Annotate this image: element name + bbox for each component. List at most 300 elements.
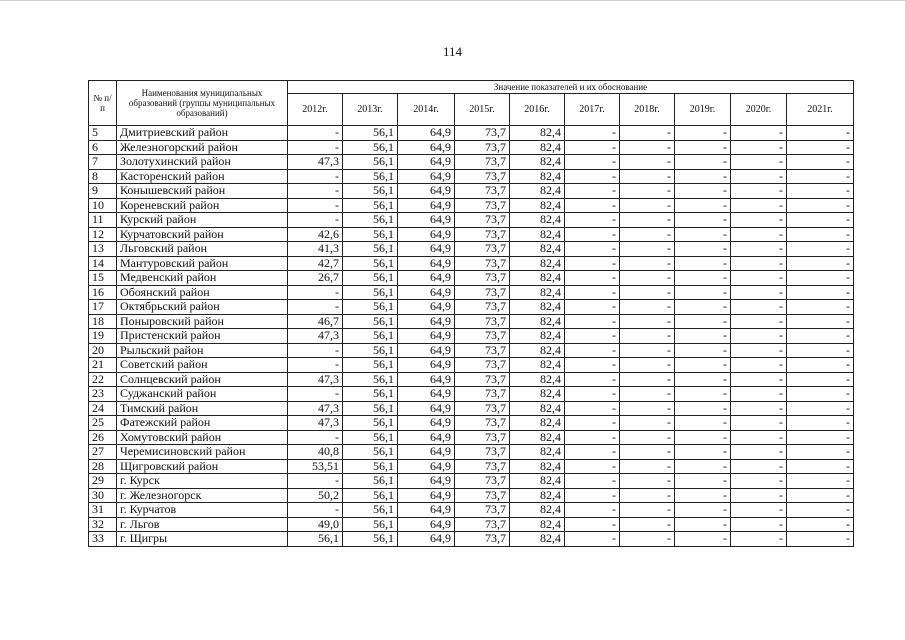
row-number: 18 xyxy=(89,314,117,329)
value-cell: 82,4 xyxy=(510,329,565,344)
value-cell: - xyxy=(675,474,731,489)
value-cell: 56,1 xyxy=(343,372,398,387)
value-cell: 56,1 xyxy=(343,184,398,199)
value-cell: 73,7 xyxy=(455,271,510,286)
municipality-name: Золотухинский район xyxy=(117,155,288,170)
value-cell: 73,7 xyxy=(455,155,510,170)
value-cell: - xyxy=(675,343,731,358)
value-cell: - xyxy=(620,343,675,358)
value-cell: - xyxy=(787,358,854,373)
value-cell: - xyxy=(731,184,787,199)
table-row xyxy=(89,242,854,257)
value-cell: - xyxy=(675,126,731,141)
value-cell: 82,4 xyxy=(510,169,565,184)
value-cell: 82,4 xyxy=(510,126,565,141)
value-cell: 64,9 xyxy=(398,445,455,460)
table-row xyxy=(89,198,854,213)
value-cell: 64,9 xyxy=(398,503,455,518)
value-cell: 56,1 xyxy=(343,126,398,141)
municipality-name: Щигровский район xyxy=(117,459,288,474)
value-cell: - xyxy=(620,300,675,315)
value-cell: - xyxy=(787,329,854,344)
value-cell: 64,9 xyxy=(398,126,455,141)
value-cell: - xyxy=(731,474,787,489)
value-cell: 73,7 xyxy=(455,387,510,402)
value-cell: - xyxy=(731,372,787,387)
header-year: 2012г. xyxy=(288,94,343,126)
value-cell: 82,4 xyxy=(510,503,565,518)
value-cell: - xyxy=(787,459,854,474)
value-cell: - xyxy=(731,300,787,315)
value-cell: - xyxy=(675,532,731,547)
municipality-name: г. Курск xyxy=(117,474,288,489)
row-number: 27 xyxy=(89,445,117,460)
value-cell: - xyxy=(620,329,675,344)
value-cell: - xyxy=(620,517,675,532)
value-cell: 73,7 xyxy=(455,213,510,228)
value-cell: 47,3 xyxy=(288,416,343,431)
value-cell: 56,1 xyxy=(343,387,398,402)
municipality-name: Советский район xyxy=(117,358,288,373)
value-cell: - xyxy=(787,285,854,300)
value-cell: - xyxy=(620,445,675,460)
value-cell: - xyxy=(731,198,787,213)
value-cell: - xyxy=(565,416,620,431)
value-cell: - xyxy=(675,242,731,257)
row-number: 15 xyxy=(89,271,117,286)
table-row xyxy=(89,416,854,431)
value-cell: - xyxy=(620,198,675,213)
value-cell: - xyxy=(288,430,343,445)
municipality-name: г. Льгов xyxy=(117,517,288,532)
value-cell: 64,9 xyxy=(398,343,455,358)
value-cell: - xyxy=(731,459,787,474)
value-cell: - xyxy=(620,430,675,445)
municipality-name: Курчатовский район xyxy=(117,227,288,242)
value-cell: - xyxy=(565,198,620,213)
municipality-name: Пристенский район xyxy=(117,329,288,344)
row-number: 21 xyxy=(89,358,117,373)
value-cell: - xyxy=(288,184,343,199)
value-cell: - xyxy=(620,532,675,547)
value-cell: 56,1 xyxy=(343,140,398,155)
row-number: 19 xyxy=(89,329,117,344)
value-cell: - xyxy=(731,488,787,503)
value-cell: - xyxy=(731,242,787,257)
value-cell: 82,4 xyxy=(510,445,565,460)
table-row xyxy=(89,430,854,445)
table-row xyxy=(89,329,854,344)
value-cell: 73,7 xyxy=(455,198,510,213)
row-number: 12 xyxy=(89,227,117,242)
value-cell: 56,1 xyxy=(343,285,398,300)
value-cell: 73,7 xyxy=(455,256,510,271)
value-cell: - xyxy=(675,387,731,402)
value-cell: 56,1 xyxy=(343,213,398,228)
value-cell: 41,3 xyxy=(288,242,343,257)
value-cell: - xyxy=(620,387,675,402)
value-cell: 82,4 xyxy=(510,213,565,228)
row-number: 23 xyxy=(89,387,117,402)
value-cell: 82,4 xyxy=(510,430,565,445)
value-cell: 64,9 xyxy=(398,387,455,402)
value-cell: - xyxy=(620,358,675,373)
value-cell: - xyxy=(787,256,854,271)
value-cell: - xyxy=(620,140,675,155)
header-year: 2018г. xyxy=(620,94,675,126)
table-row xyxy=(89,372,854,387)
row-number: 20 xyxy=(89,343,117,358)
value-cell: - xyxy=(565,285,620,300)
value-cell: 64,9 xyxy=(398,532,455,547)
table-body xyxy=(89,126,854,547)
value-cell: 56,1 xyxy=(343,430,398,445)
value-cell: 64,9 xyxy=(398,401,455,416)
municipality-name: Суджанский район xyxy=(117,387,288,402)
municipality-name: Касторенский район xyxy=(117,169,288,184)
value-cell: - xyxy=(787,242,854,257)
value-cell: - xyxy=(731,271,787,286)
value-cell: 73,7 xyxy=(455,372,510,387)
value-cell: - xyxy=(787,445,854,460)
value-cell: - xyxy=(675,401,731,416)
value-cell: - xyxy=(288,169,343,184)
value-cell: 82,4 xyxy=(510,474,565,489)
value-cell: - xyxy=(787,314,854,329)
municipality-name: г. Щигры xyxy=(117,532,288,547)
value-cell: - xyxy=(288,140,343,155)
table-row xyxy=(89,503,854,518)
row-number: 29 xyxy=(89,474,117,489)
municipality-name: Тимский район xyxy=(117,401,288,416)
row-number: 28 xyxy=(89,459,117,474)
value-cell: 82,4 xyxy=(510,488,565,503)
value-cell: - xyxy=(675,416,731,431)
value-cell: 64,9 xyxy=(398,271,455,286)
row-number: 6 xyxy=(89,140,117,155)
row-number: 33 xyxy=(89,532,117,547)
row-number: 5 xyxy=(89,126,117,141)
value-cell: - xyxy=(620,169,675,184)
value-cell: - xyxy=(565,532,620,547)
page-top-edge xyxy=(0,0,905,1)
value-cell: 56,1 xyxy=(343,343,398,358)
row-number: 9 xyxy=(89,184,117,199)
value-cell: - xyxy=(675,314,731,329)
row-number: 16 xyxy=(89,285,117,300)
header-name: Наименования муниципальных образований (группы муниципальных образований) xyxy=(117,81,288,126)
value-cell: - xyxy=(675,184,731,199)
value-cell: - xyxy=(565,155,620,170)
value-cell: - xyxy=(675,227,731,242)
value-cell: - xyxy=(731,445,787,460)
value-cell: 82,4 xyxy=(510,387,565,402)
header-year: 2017г. xyxy=(565,94,620,126)
value-cell: 64,9 xyxy=(398,517,455,532)
value-cell: 73,7 xyxy=(455,459,510,474)
value-cell: - xyxy=(565,445,620,460)
value-cell: 82,4 xyxy=(510,358,565,373)
municipality-name: Железногорский район xyxy=(117,140,288,155)
header-year: 2016г. xyxy=(510,94,565,126)
value-cell: 47,3 xyxy=(288,329,343,344)
value-cell: - xyxy=(731,416,787,431)
value-cell: 56,1 xyxy=(343,227,398,242)
value-cell: - xyxy=(787,184,854,199)
value-cell: - xyxy=(288,358,343,373)
value-cell: 82,4 xyxy=(510,155,565,170)
value-cell: 73,7 xyxy=(455,300,510,315)
value-cell: - xyxy=(731,430,787,445)
value-cell: - xyxy=(675,169,731,184)
municipality-name: Мантуровский район xyxy=(117,256,288,271)
value-cell: 73,7 xyxy=(455,329,510,344)
value-cell: 64,9 xyxy=(398,488,455,503)
value-cell: 56,1 xyxy=(288,532,343,547)
value-cell: 64,9 xyxy=(398,300,455,315)
municipality-name: Хомутовский район xyxy=(117,430,288,445)
value-cell: - xyxy=(565,140,620,155)
value-cell: - xyxy=(288,198,343,213)
value-cell: - xyxy=(787,155,854,170)
table-row xyxy=(89,459,854,474)
value-cell: - xyxy=(565,300,620,315)
row-number: 7 xyxy=(89,155,117,170)
table-row xyxy=(89,474,854,489)
table-row xyxy=(89,256,854,271)
municipality-name: Обоянский район xyxy=(117,285,288,300)
value-cell: - xyxy=(620,401,675,416)
municipality-name: г. Курчатов xyxy=(117,503,288,518)
value-cell: - xyxy=(620,256,675,271)
value-cell: 64,9 xyxy=(398,256,455,271)
value-cell: 82,4 xyxy=(510,459,565,474)
value-cell: - xyxy=(675,140,731,155)
table-row xyxy=(89,343,854,358)
row-number: 11 xyxy=(89,213,117,228)
value-cell: 73,7 xyxy=(455,314,510,329)
value-cell: - xyxy=(565,314,620,329)
table-row xyxy=(89,155,854,170)
value-cell: - xyxy=(620,416,675,431)
value-cell: - xyxy=(565,169,620,184)
value-cell: 64,9 xyxy=(398,242,455,257)
value-cell: - xyxy=(731,343,787,358)
value-cell: 73,7 xyxy=(455,430,510,445)
table-row xyxy=(89,285,854,300)
value-cell: 64,9 xyxy=(398,227,455,242)
row-number: 30 xyxy=(89,488,117,503)
value-cell: - xyxy=(787,227,854,242)
value-cell: - xyxy=(787,140,854,155)
value-cell: - xyxy=(787,198,854,213)
value-cell: 73,7 xyxy=(455,343,510,358)
row-number: 13 xyxy=(89,242,117,257)
value-cell: - xyxy=(620,227,675,242)
indicator-table xyxy=(88,80,854,547)
value-cell: - xyxy=(675,213,731,228)
value-cell: - xyxy=(675,488,731,503)
value-cell: - xyxy=(675,329,731,344)
value-cell: - xyxy=(787,416,854,431)
value-cell: 56,1 xyxy=(343,169,398,184)
value-cell: - xyxy=(675,285,731,300)
value-cell: - xyxy=(675,517,731,532)
value-cell: - xyxy=(620,474,675,489)
value-cell: 47,3 xyxy=(288,372,343,387)
value-cell: 82,4 xyxy=(510,271,565,286)
value-cell: 56,1 xyxy=(343,401,398,416)
municipality-name: Конышевский район xyxy=(117,184,288,199)
municipality-name: Курский район xyxy=(117,213,288,228)
value-cell: - xyxy=(675,300,731,315)
value-cell: 56,1 xyxy=(343,271,398,286)
value-cell: 56,1 xyxy=(343,488,398,503)
value-cell: - xyxy=(565,459,620,474)
value-cell: 64,9 xyxy=(398,358,455,373)
value-cell: 56,1 xyxy=(343,459,398,474)
value-cell: - xyxy=(565,387,620,402)
value-cell: - xyxy=(565,430,620,445)
row-number: 32 xyxy=(89,517,117,532)
value-cell: - xyxy=(675,256,731,271)
value-cell: - xyxy=(787,169,854,184)
municipality-name: Льговский район xyxy=(117,242,288,257)
value-cell: - xyxy=(731,256,787,271)
value-cell: - xyxy=(787,213,854,228)
value-cell: 42,6 xyxy=(288,227,343,242)
value-cell: - xyxy=(288,126,343,141)
value-cell: 26,7 xyxy=(288,271,343,286)
value-cell: 73,7 xyxy=(455,285,510,300)
value-cell: 82,4 xyxy=(510,184,565,199)
table-row xyxy=(89,126,854,141)
value-cell: 82,4 xyxy=(510,242,565,257)
value-cell: - xyxy=(675,358,731,373)
value-cell: - xyxy=(787,474,854,489)
header-group: Значение показателей и их обоснование xyxy=(288,81,854,94)
value-cell: - xyxy=(620,271,675,286)
row-number: 10 xyxy=(89,198,117,213)
value-cell: - xyxy=(731,140,787,155)
value-cell: - xyxy=(565,213,620,228)
value-cell: 47,3 xyxy=(288,401,343,416)
value-cell: - xyxy=(288,285,343,300)
value-cell: - xyxy=(675,372,731,387)
value-cell: 82,4 xyxy=(510,416,565,431)
value-cell: 73,7 xyxy=(455,169,510,184)
value-cell: - xyxy=(565,256,620,271)
value-cell: - xyxy=(565,227,620,242)
table-row xyxy=(89,314,854,329)
value-cell: - xyxy=(787,271,854,286)
value-cell: - xyxy=(731,503,787,518)
value-cell: 82,4 xyxy=(510,227,565,242)
value-cell: - xyxy=(675,445,731,460)
value-cell: 56,1 xyxy=(343,155,398,170)
value-cell: - xyxy=(731,213,787,228)
value-cell: - xyxy=(288,503,343,518)
value-cell: - xyxy=(620,459,675,474)
value-cell: - xyxy=(288,300,343,315)
value-cell: 64,9 xyxy=(398,184,455,199)
value-cell: 82,4 xyxy=(510,198,565,213)
header-year: 2021г. xyxy=(787,94,854,126)
value-cell: 82,4 xyxy=(510,532,565,547)
value-cell: - xyxy=(787,387,854,402)
value-cell: - xyxy=(565,401,620,416)
value-cell: - xyxy=(731,169,787,184)
value-cell: 56,1 xyxy=(343,300,398,315)
table-row xyxy=(89,401,854,416)
value-cell: 73,7 xyxy=(455,227,510,242)
municipality-name: Медвенский район xyxy=(117,271,288,286)
value-cell: 64,9 xyxy=(398,155,455,170)
table-row xyxy=(89,271,854,286)
value-cell: - xyxy=(565,184,620,199)
value-cell: - xyxy=(565,474,620,489)
value-cell: 73,7 xyxy=(455,474,510,489)
value-cell: 64,9 xyxy=(398,430,455,445)
value-cell: - xyxy=(620,372,675,387)
value-cell: - xyxy=(731,155,787,170)
header-year: 2019г. xyxy=(675,94,731,126)
value-cell: - xyxy=(620,126,675,141)
value-cell: - xyxy=(620,184,675,199)
header-year: 2013г. xyxy=(343,94,398,126)
table-row xyxy=(89,213,854,228)
value-cell: - xyxy=(620,488,675,503)
page-number: 114 xyxy=(442,44,463,59)
table-row xyxy=(89,445,854,460)
value-cell: 56,1 xyxy=(343,198,398,213)
row-number: 8 xyxy=(89,169,117,184)
value-cell: 64,9 xyxy=(398,314,455,329)
value-cell: - xyxy=(288,387,343,402)
value-cell: - xyxy=(675,459,731,474)
value-cell: 73,7 xyxy=(455,416,510,431)
value-cell: 64,9 xyxy=(398,329,455,344)
value-cell: - xyxy=(787,372,854,387)
value-cell: 56,1 xyxy=(343,242,398,257)
value-cell: 82,4 xyxy=(510,401,565,416)
value-cell: 64,9 xyxy=(398,416,455,431)
header-year: 2015г. xyxy=(455,94,510,126)
table-row xyxy=(89,517,854,532)
header-num: № п/п xyxy=(89,81,117,126)
municipality-name: Дмитриевский район xyxy=(117,126,288,141)
table-row xyxy=(89,227,854,242)
value-cell: 56,1 xyxy=(343,445,398,460)
header-year: 2020г. xyxy=(731,94,787,126)
value-cell: 82,4 xyxy=(510,285,565,300)
value-cell: - xyxy=(565,242,620,257)
value-cell: - xyxy=(787,300,854,315)
value-cell: 56,1 xyxy=(343,474,398,489)
value-cell: - xyxy=(675,271,731,286)
value-cell: - xyxy=(787,343,854,358)
value-cell: - xyxy=(731,387,787,402)
value-cell: 46,7 xyxy=(288,314,343,329)
value-cell: 82,4 xyxy=(510,300,565,315)
value-cell: - xyxy=(787,126,854,141)
value-cell: - xyxy=(565,271,620,286)
value-cell: 47,3 xyxy=(288,155,343,170)
table-row xyxy=(89,169,854,184)
value-cell: - xyxy=(731,358,787,373)
value-cell: - xyxy=(620,314,675,329)
value-cell: 73,7 xyxy=(455,445,510,460)
